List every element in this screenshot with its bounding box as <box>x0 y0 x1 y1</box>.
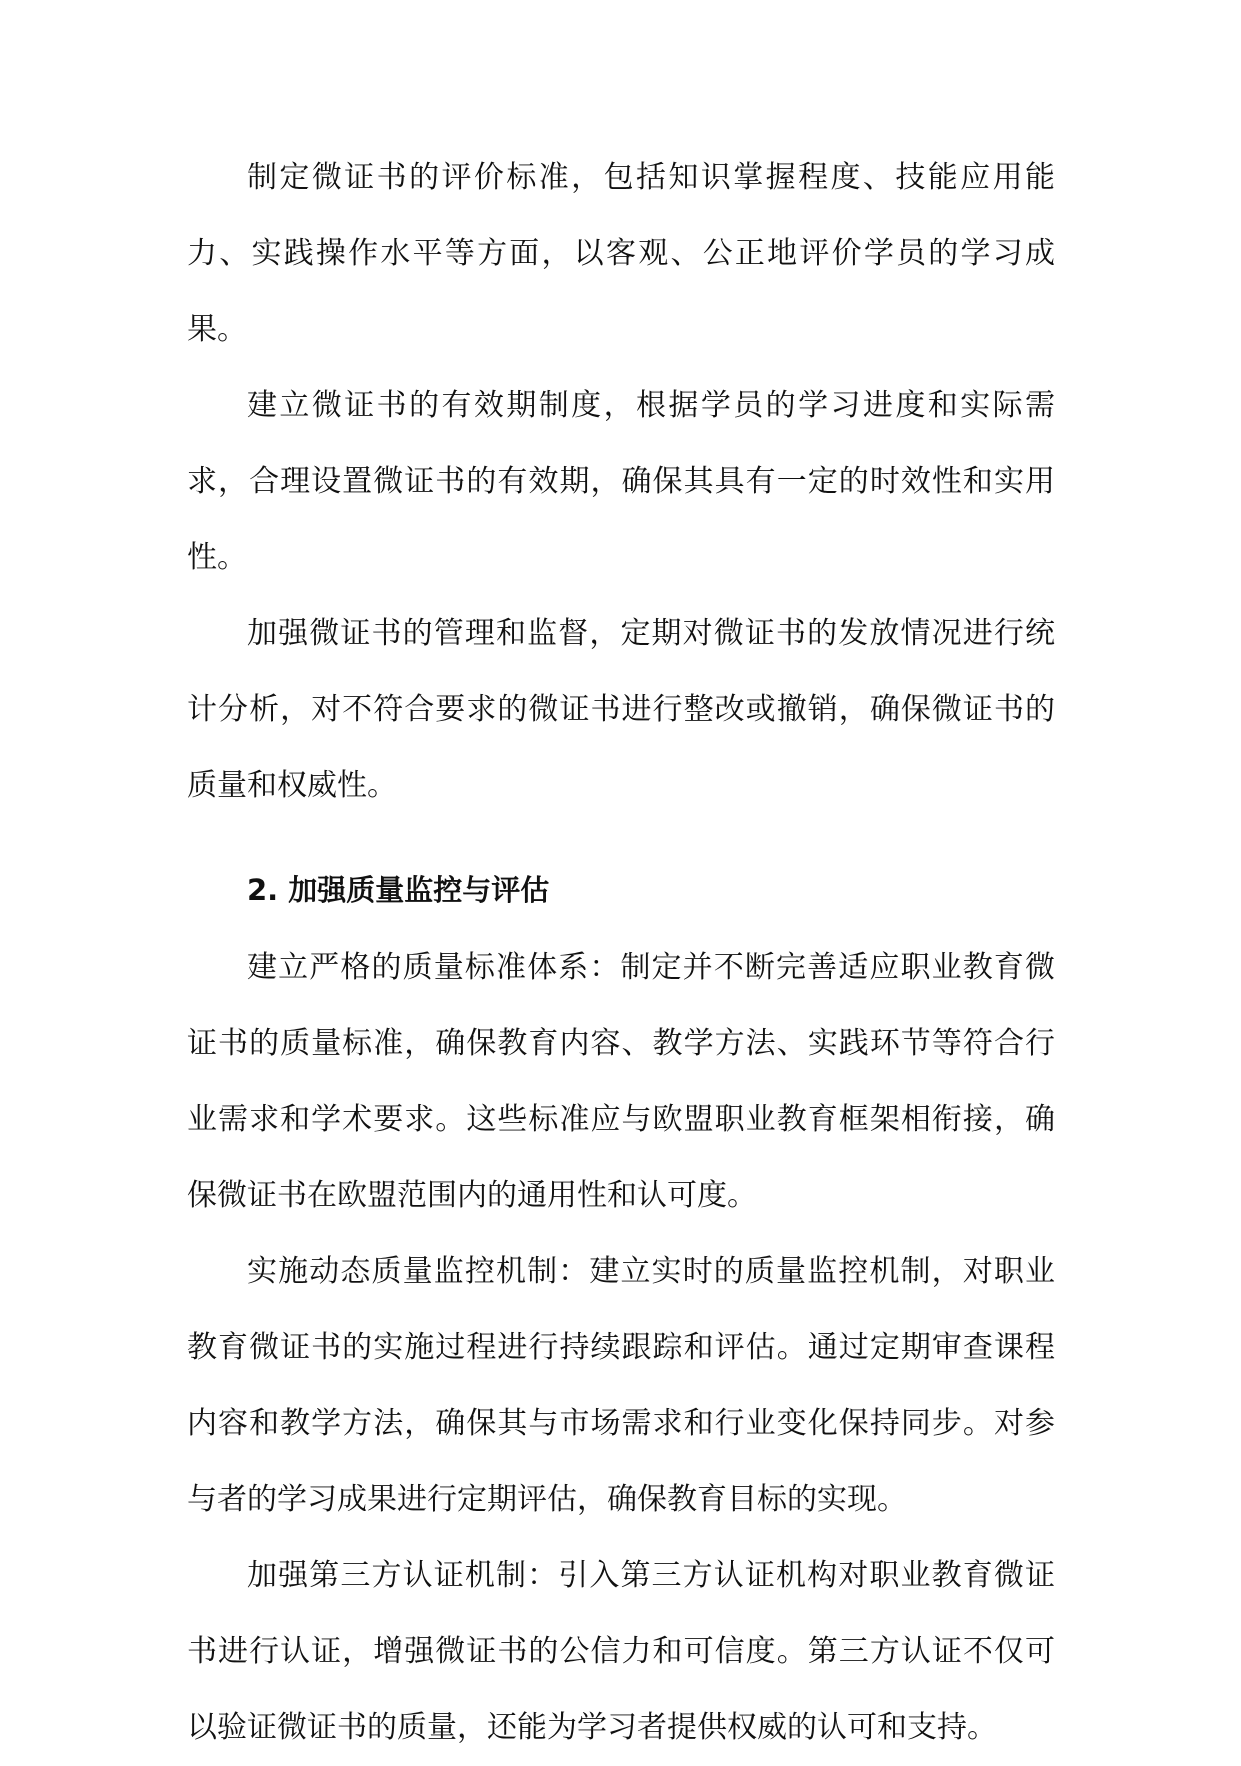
paragraph-management-supervision: 加强微证书的管理和监督，定期对微证书的发放情况进行统计分析，对不符合要求的微证书进行整改或撤销，确保微证书的质量和权威性。 <box>187 616 1055 803</box>
paragraph-dynamic-monitoring: 实施动态质量监控机制：建立实时的质量监控机制，对职业教育微证书的实施过程进行持续跟踪和评估。通过定期审查课程内容和教学方法，确保其与市场需求和行业变化保持同步。对参与者的学习成果进行定期评估，确保教育目标的实现。 <box>187 1254 1055 1517</box>
paragraph-evaluation-standards: 制定微证书的评价标准，包括知识掌握程度、技能应用能力、实践操作水平等方面，以客观、公正地评价学员的学习成果。 <box>187 160 1055 347</box>
paragraph-quality-standards: 建立严格的质量标准体系：制定并不断完善适应职业教育微证书的质量标准，确保教育内容、教学方法、实践环节等符合行业需求和学术要求。这些标准应与欧盟职业教育框架相衔接，确保微证书在欧盟范围内的通用性和认可度。 <box>187 950 1055 1213</box>
document-body <box>187 140 1055 1766</box>
section-heading-quality-monitoring: 2. 加强质量监控与评估 <box>247 873 550 907</box>
paragraph-third-party-certification: 加强第三方认证机制：引入第三方认证机构对职业教育微证书进行认证，增强微证书的公信力和可信度。第三方认证不仅可以验证微证书的质量，还能为学习者提供权威的认可和支持。 <box>187 1558 1055 1745</box>
paragraph-validity-period: 建立微证书的有效期制度，根据学员的学习进度和实际需求，合理设置微证书的有效期，确保其具有一定的时效性和实用性。 <box>187 388 1055 575</box>
